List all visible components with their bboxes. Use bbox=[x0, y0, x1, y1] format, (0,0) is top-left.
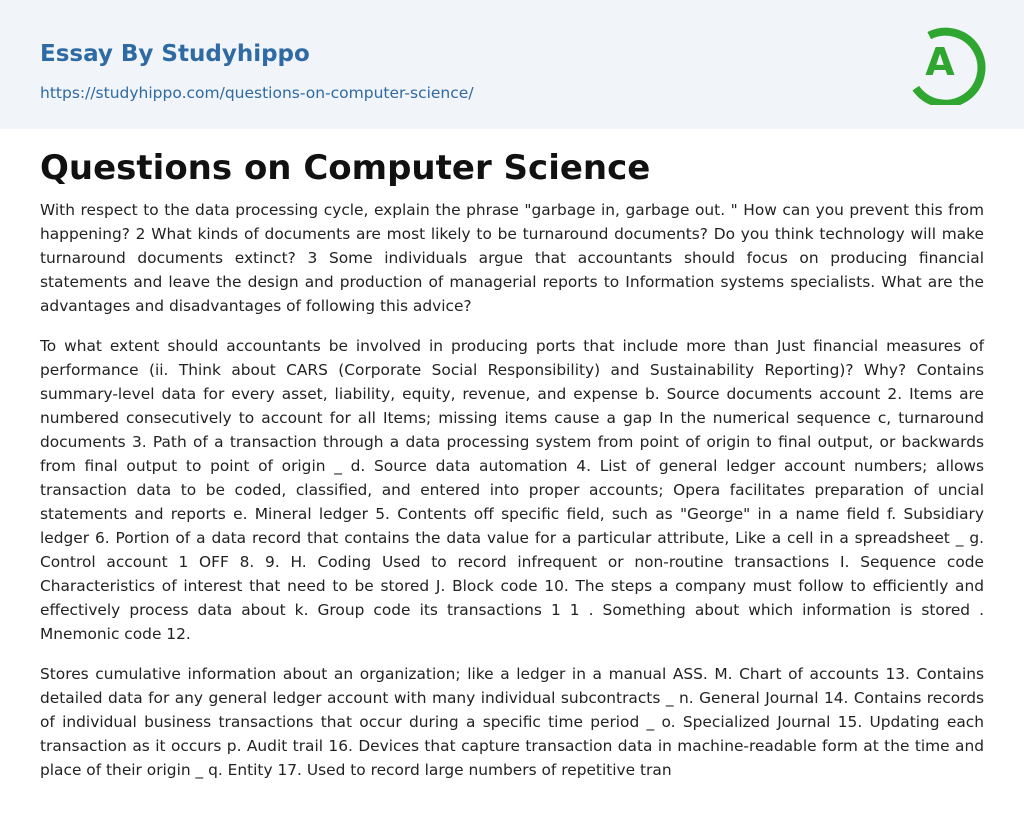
article-paragraph: With respect to the data processing cycle, explain the phrase "garbage in, garbage out. " How can you prevent this from happening? 2 What kinds of documents are most likely to be turnaround documents? Do you think technology will make turnaround documents extinct? 3 Some individuals argue that accountants should focus on producing financial statements and leave the design and production of managerial reports to Information systems specialists. What are the advantages and disadvantages of following this advice? bbox=[40, 201, 984, 315]
article-paragraph: Stores cumulative information about an organization; like a ledger in a manual ASS. M. Chart of accounts 13. Contains detailed data for any general ledger account with many individual subcontracts _ n. General Journal 14. Contains records of individual business transactions that occur during a specific time period _ o. Specialized Journal 15. Updating each transaction as it occurs p. Audit trail 16. Devices that capture transaction data in machine-readable form at the time and place of their origin _ q. Entity 17. Used to record large numbers of repetitive tran bbox=[40, 665, 984, 779]
article bbox=[40, 144, 984, 798]
source-url-link[interactable]: https://studyhippo.com/questions-on-computer-science/ bbox=[40, 84, 474, 102]
site-header bbox=[0, 0, 1024, 129]
brand-title[interactable]: Essay By Studyhippo bbox=[40, 41, 310, 67]
studyhippo-logo-icon[interactable] bbox=[911, 19, 987, 105]
page-title: Questions on Computer Science bbox=[40, 148, 651, 188]
logo-letter: A bbox=[925, 40, 955, 84]
article-paragraph: To what extent should accountants be involved in producing ports that include more than Just financial measures of performance (ii. Think about CARS (Corporate Social Responsibility) and Sustainability Reporting)? Why? Contains summary-level data for every asset, liability, equity, revenue, and expense b. Source documents account 2. Items are numbered consecutively to account for all Items; missing items cause a gap In the numerical sequence c, turnaround documents 3. Path of a transaction through a data processing system from point of origin to final output, or backwards from final output to point of origin _ d. Source data automation 4. List of general ledger account numbers; allows transaction data to be coded, classified, and entered into proper accounts; Opera facilitates preparation of uncial statements and reports e. Mineral ledger 5. Contents off specific field, such as "George" in a name field f. Subsidiary ledger 6. Portion of a data record that contains the data value for a particular attribute, Like a cell in a spreadsheet _ g. Control account 1 OFF 8. 9. H. Coding Used to record infrequent or non-routine transactions I. Sequence code Characteristics of interest that need to be stored J. Block code 10. The steps a company must follow to efficiently and effectively process data about k. Group code its transactions 1 1 . Something about which information is stored . Mnemonic code 12. bbox=[40, 337, 984, 643]
